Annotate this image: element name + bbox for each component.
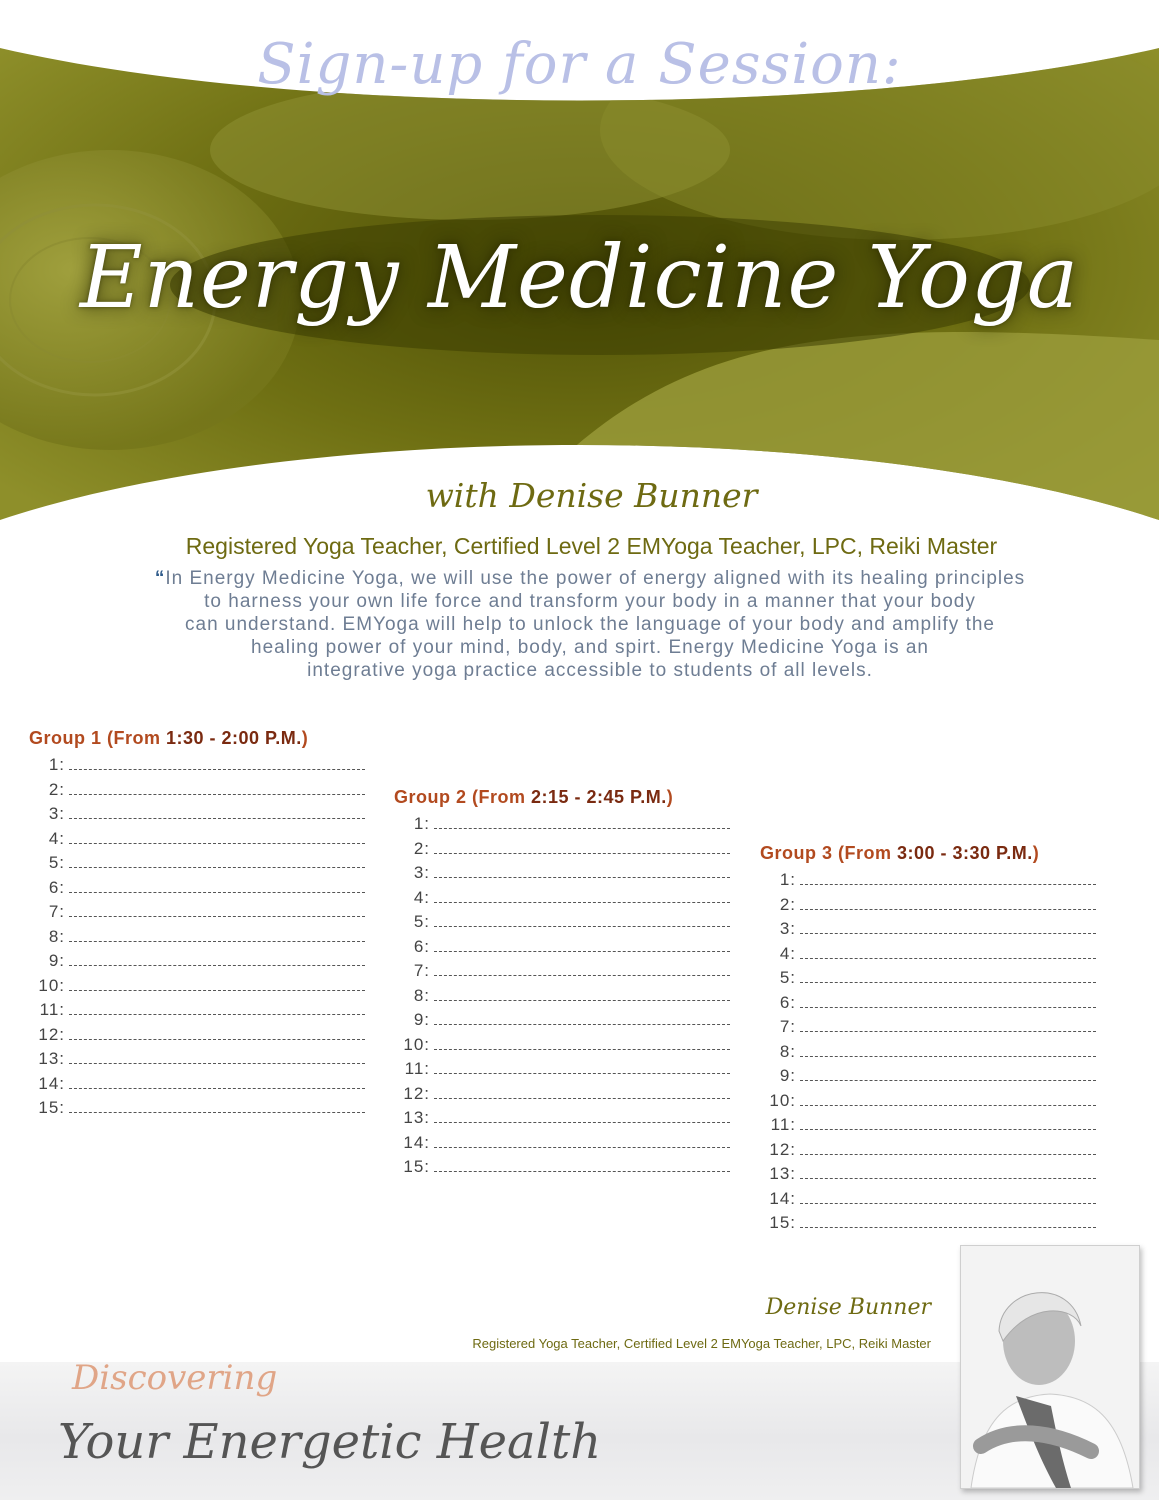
quote-mark: “ <box>154 568 166 589</box>
signup-line[interactable] <box>69 1000 365 1015</box>
slot-number: 10: <box>403 1034 430 1054</box>
slot-number: 12: <box>38 1024 65 1044</box>
slot-number: 1: <box>413 814 430 833</box>
slot-number: 8: <box>413 985 430 1005</box>
signup-slot <box>394 861 730 886</box>
slot-number: 11: <box>404 1059 430 1078</box>
group-time: 1:30 - 2:00 P.M. <box>166 728 302 748</box>
signup-line[interactable] <box>69 902 365 917</box>
signup-line[interactable] <box>69 1025 365 1040</box>
group-3 <box>760 843 1096 1236</box>
signup-slot <box>394 1131 730 1156</box>
signup-line[interactable] <box>800 919 1096 934</box>
signup-slot <box>29 802 365 827</box>
slot-number: 14: <box>769 1188 796 1208</box>
signup-slot <box>29 1096 365 1121</box>
signup-slot <box>29 998 365 1023</box>
person-portrait-icon <box>961 1246 1139 1488</box>
group-1 <box>29 728 365 1121</box>
slot-number: 6: <box>48 877 65 897</box>
group-label-close: ) <box>301 728 309 748</box>
signup-line[interactable] <box>434 986 730 1001</box>
signup-line[interactable] <box>434 961 730 976</box>
signup-line[interactable] <box>69 927 365 942</box>
signup-slot <box>394 910 730 935</box>
footer-energetic-health: Your Energetic Health <box>58 1414 602 1470</box>
signup-slot <box>760 1040 1096 1065</box>
slot-number: 2: <box>413 838 430 858</box>
instructor-credentials: Registered Yoga Teacher, Certified Level 2 EMYoga Teacher, LPC, Reiki Master <box>185 533 998 559</box>
group-label: Group 2 (From <box>394 787 531 807</box>
instructor-name: with Denise Bunner <box>425 476 758 515</box>
slot-number: 4: <box>413 887 430 907</box>
slot-number: 13: <box>403 1108 430 1127</box>
slot-number: 15: <box>769 1213 796 1232</box>
group-label-close: ) <box>1032 843 1040 863</box>
slot-number: 8: <box>48 926 65 946</box>
quote-line: In Energy Medicine Yoga, we will use the power of energy aligned with its healing principles <box>165 568 1026 589</box>
signup-line[interactable] <box>434 888 730 903</box>
signup-line[interactable] <box>434 814 730 829</box>
slot-number: 15: <box>38 1098 65 1117</box>
slot-number: 7: <box>779 1017 796 1036</box>
signup-slot <box>760 1113 1096 1138</box>
footer-discovering: Discovering <box>72 1358 278 1398</box>
slot-number: 2: <box>779 894 796 914</box>
slot-number: 14: <box>38 1073 65 1093</box>
signup-line[interactable] <box>69 780 365 795</box>
signup-slot <box>29 1023 365 1048</box>
signup-line[interactable] <box>434 1133 730 1148</box>
signup-slot <box>394 886 730 911</box>
signup-line[interactable] <box>69 878 365 893</box>
slot-number: 5: <box>779 968 796 987</box>
main-title: Energy Medicine Yoga <box>79 228 1080 328</box>
signup-slot <box>29 778 365 803</box>
signup-line[interactable] <box>800 1042 1096 1057</box>
group-title <box>394 787 730 808</box>
signup-slot <box>760 1211 1096 1236</box>
signup-slot <box>760 991 1096 1016</box>
signup-slot <box>760 1089 1096 1114</box>
signup-slot <box>760 1162 1096 1187</box>
signup-line[interactable] <box>69 853 365 868</box>
signup-line[interactable] <box>800 1115 1096 1130</box>
group-time: 2:15 - 2:45 P.M. <box>531 787 667 807</box>
slot-number: 6: <box>779 992 796 1012</box>
slot-number: 3: <box>779 919 796 938</box>
group-label: Group 1 (From <box>29 728 166 748</box>
signup-line[interactable] <box>800 870 1096 885</box>
signature-name: Denise Bunner <box>765 1295 931 1320</box>
slot-number: 6: <box>413 936 430 956</box>
signup-line[interactable] <box>69 755 365 770</box>
signature-credentials: Registered Yoga Teacher, Certified Level 2 EMYoga Teacher, LPC, Reiki Master <box>472 1336 931 1351</box>
slot-number: 15: <box>403 1157 430 1176</box>
group-title <box>29 728 365 749</box>
signup-line[interactable] <box>69 976 365 991</box>
slot-number: 8: <box>779 1041 796 1061</box>
signup-line[interactable] <box>800 1091 1096 1106</box>
group-label-close: ) <box>666 787 674 807</box>
quote-line: can understand. EMYoga will help to unlock the language of your body and amplify the <box>185 614 995 635</box>
slot-number: 9: <box>48 951 65 970</box>
slot-number: 2: <box>48 779 65 799</box>
quote-line: to harness your own life force and transform your body in a manner that your body <box>204 591 976 612</box>
signup-slot <box>29 974 365 999</box>
signup-line[interactable] <box>434 863 730 878</box>
slot-number: 13: <box>38 1049 65 1068</box>
signup-line[interactable] <box>434 912 730 927</box>
signup-slot <box>394 1008 730 1033</box>
signup-slot <box>394 1033 730 1058</box>
slot-number: 4: <box>48 828 65 848</box>
slot-number: 12: <box>403 1083 430 1103</box>
group-label: Group 3 (From <box>760 843 897 863</box>
signup-slot <box>760 1138 1096 1163</box>
quote-line: healing power of your mind, body, and spirt. Energy Medicine Yoga is an <box>251 637 929 658</box>
signup-slot <box>760 893 1096 918</box>
signup-title: Sign-up for a Session: <box>257 32 902 97</box>
slot-number: 9: <box>413 1010 430 1029</box>
slot-number: 5: <box>413 912 430 931</box>
signup-line[interactable] <box>69 829 365 844</box>
slot-number: 1: <box>48 755 65 774</box>
slot-number: 4: <box>779 943 796 963</box>
signup-slot <box>29 851 365 876</box>
slot-number: 11: <box>39 1000 65 1019</box>
slot-number: 7: <box>413 961 430 980</box>
slot-number: 10: <box>38 975 65 995</box>
signup-line[interactable] <box>69 951 365 966</box>
signup-slot <box>760 942 1096 967</box>
signup-slot <box>394 984 730 1009</box>
slot-number: 12: <box>769 1139 796 1159</box>
signup-line[interactable] <box>434 1108 730 1123</box>
signup-slot <box>29 827 365 852</box>
instructor-photo <box>960 1245 1140 1489</box>
signup-slot <box>760 1187 1096 1212</box>
description-quote <box>60 567 1120 682</box>
signup-line[interactable] <box>434 1035 730 1050</box>
group-title <box>760 843 1096 864</box>
signup-slot <box>760 1015 1096 1040</box>
signup-line[interactable] <box>800 1140 1096 1155</box>
signup-slot <box>760 966 1096 991</box>
signup-slot <box>29 753 365 778</box>
signup-line[interactable] <box>800 1066 1096 1081</box>
signup-line[interactable] <box>69 1074 365 1089</box>
slot-number: 3: <box>48 804 65 823</box>
signup-line[interactable] <box>800 1164 1096 1179</box>
signup-slot <box>29 1072 365 1097</box>
signup-line[interactable] <box>800 968 1096 983</box>
slot-number: 11: <box>770 1115 796 1134</box>
signup-line[interactable] <box>69 1098 365 1113</box>
signup-slot <box>394 812 730 837</box>
signup-slot <box>760 868 1096 893</box>
slot-number: 7: <box>48 902 65 921</box>
signup-line[interactable] <box>800 944 1096 959</box>
signup-slot <box>394 1155 730 1180</box>
signup-line[interactable] <box>800 1189 1096 1204</box>
group-time: 3:00 - 3:30 P.M. <box>897 843 1033 863</box>
slot-number: 13: <box>769 1164 796 1183</box>
signup-line[interactable] <box>434 1059 730 1074</box>
signup-slot <box>394 935 730 960</box>
signup-slot <box>760 1064 1096 1089</box>
slot-number: 9: <box>779 1066 796 1085</box>
signup-slot <box>29 925 365 950</box>
slot-number: 1: <box>779 870 796 889</box>
signup-slot <box>29 949 365 974</box>
signup-line[interactable] <box>69 1049 365 1064</box>
signup-line[interactable] <box>800 993 1096 1008</box>
signup-slot <box>29 876 365 901</box>
signup-line[interactable] <box>800 1017 1096 1032</box>
group-2 <box>394 787 730 1180</box>
signup-line[interactable] <box>800 1213 1096 1228</box>
signup-line[interactable] <box>69 804 365 819</box>
slot-number: 14: <box>403 1132 430 1152</box>
signup-slot <box>760 917 1096 942</box>
signup-line[interactable] <box>434 1157 730 1172</box>
slot-number: 10: <box>769 1090 796 1110</box>
signup-line[interactable] <box>434 839 730 854</box>
signup-line[interactable] <box>434 1010 730 1025</box>
slot-number: 3: <box>413 863 430 882</box>
signup-slot <box>394 959 730 984</box>
signup-slot <box>394 1106 730 1131</box>
signup-line[interactable] <box>434 937 730 952</box>
signup-line[interactable] <box>434 1084 730 1099</box>
signup-line[interactable] <box>800 895 1096 910</box>
slot-number: 5: <box>48 853 65 872</box>
signup-slot <box>394 1082 730 1107</box>
signup-slot <box>29 900 365 925</box>
signup-slot <box>29 1047 365 1072</box>
signup-slot <box>394 837 730 862</box>
signup-slot <box>394 1057 730 1082</box>
quote-line: integrative yoga practice accessible to students of all levels. <box>307 660 873 681</box>
